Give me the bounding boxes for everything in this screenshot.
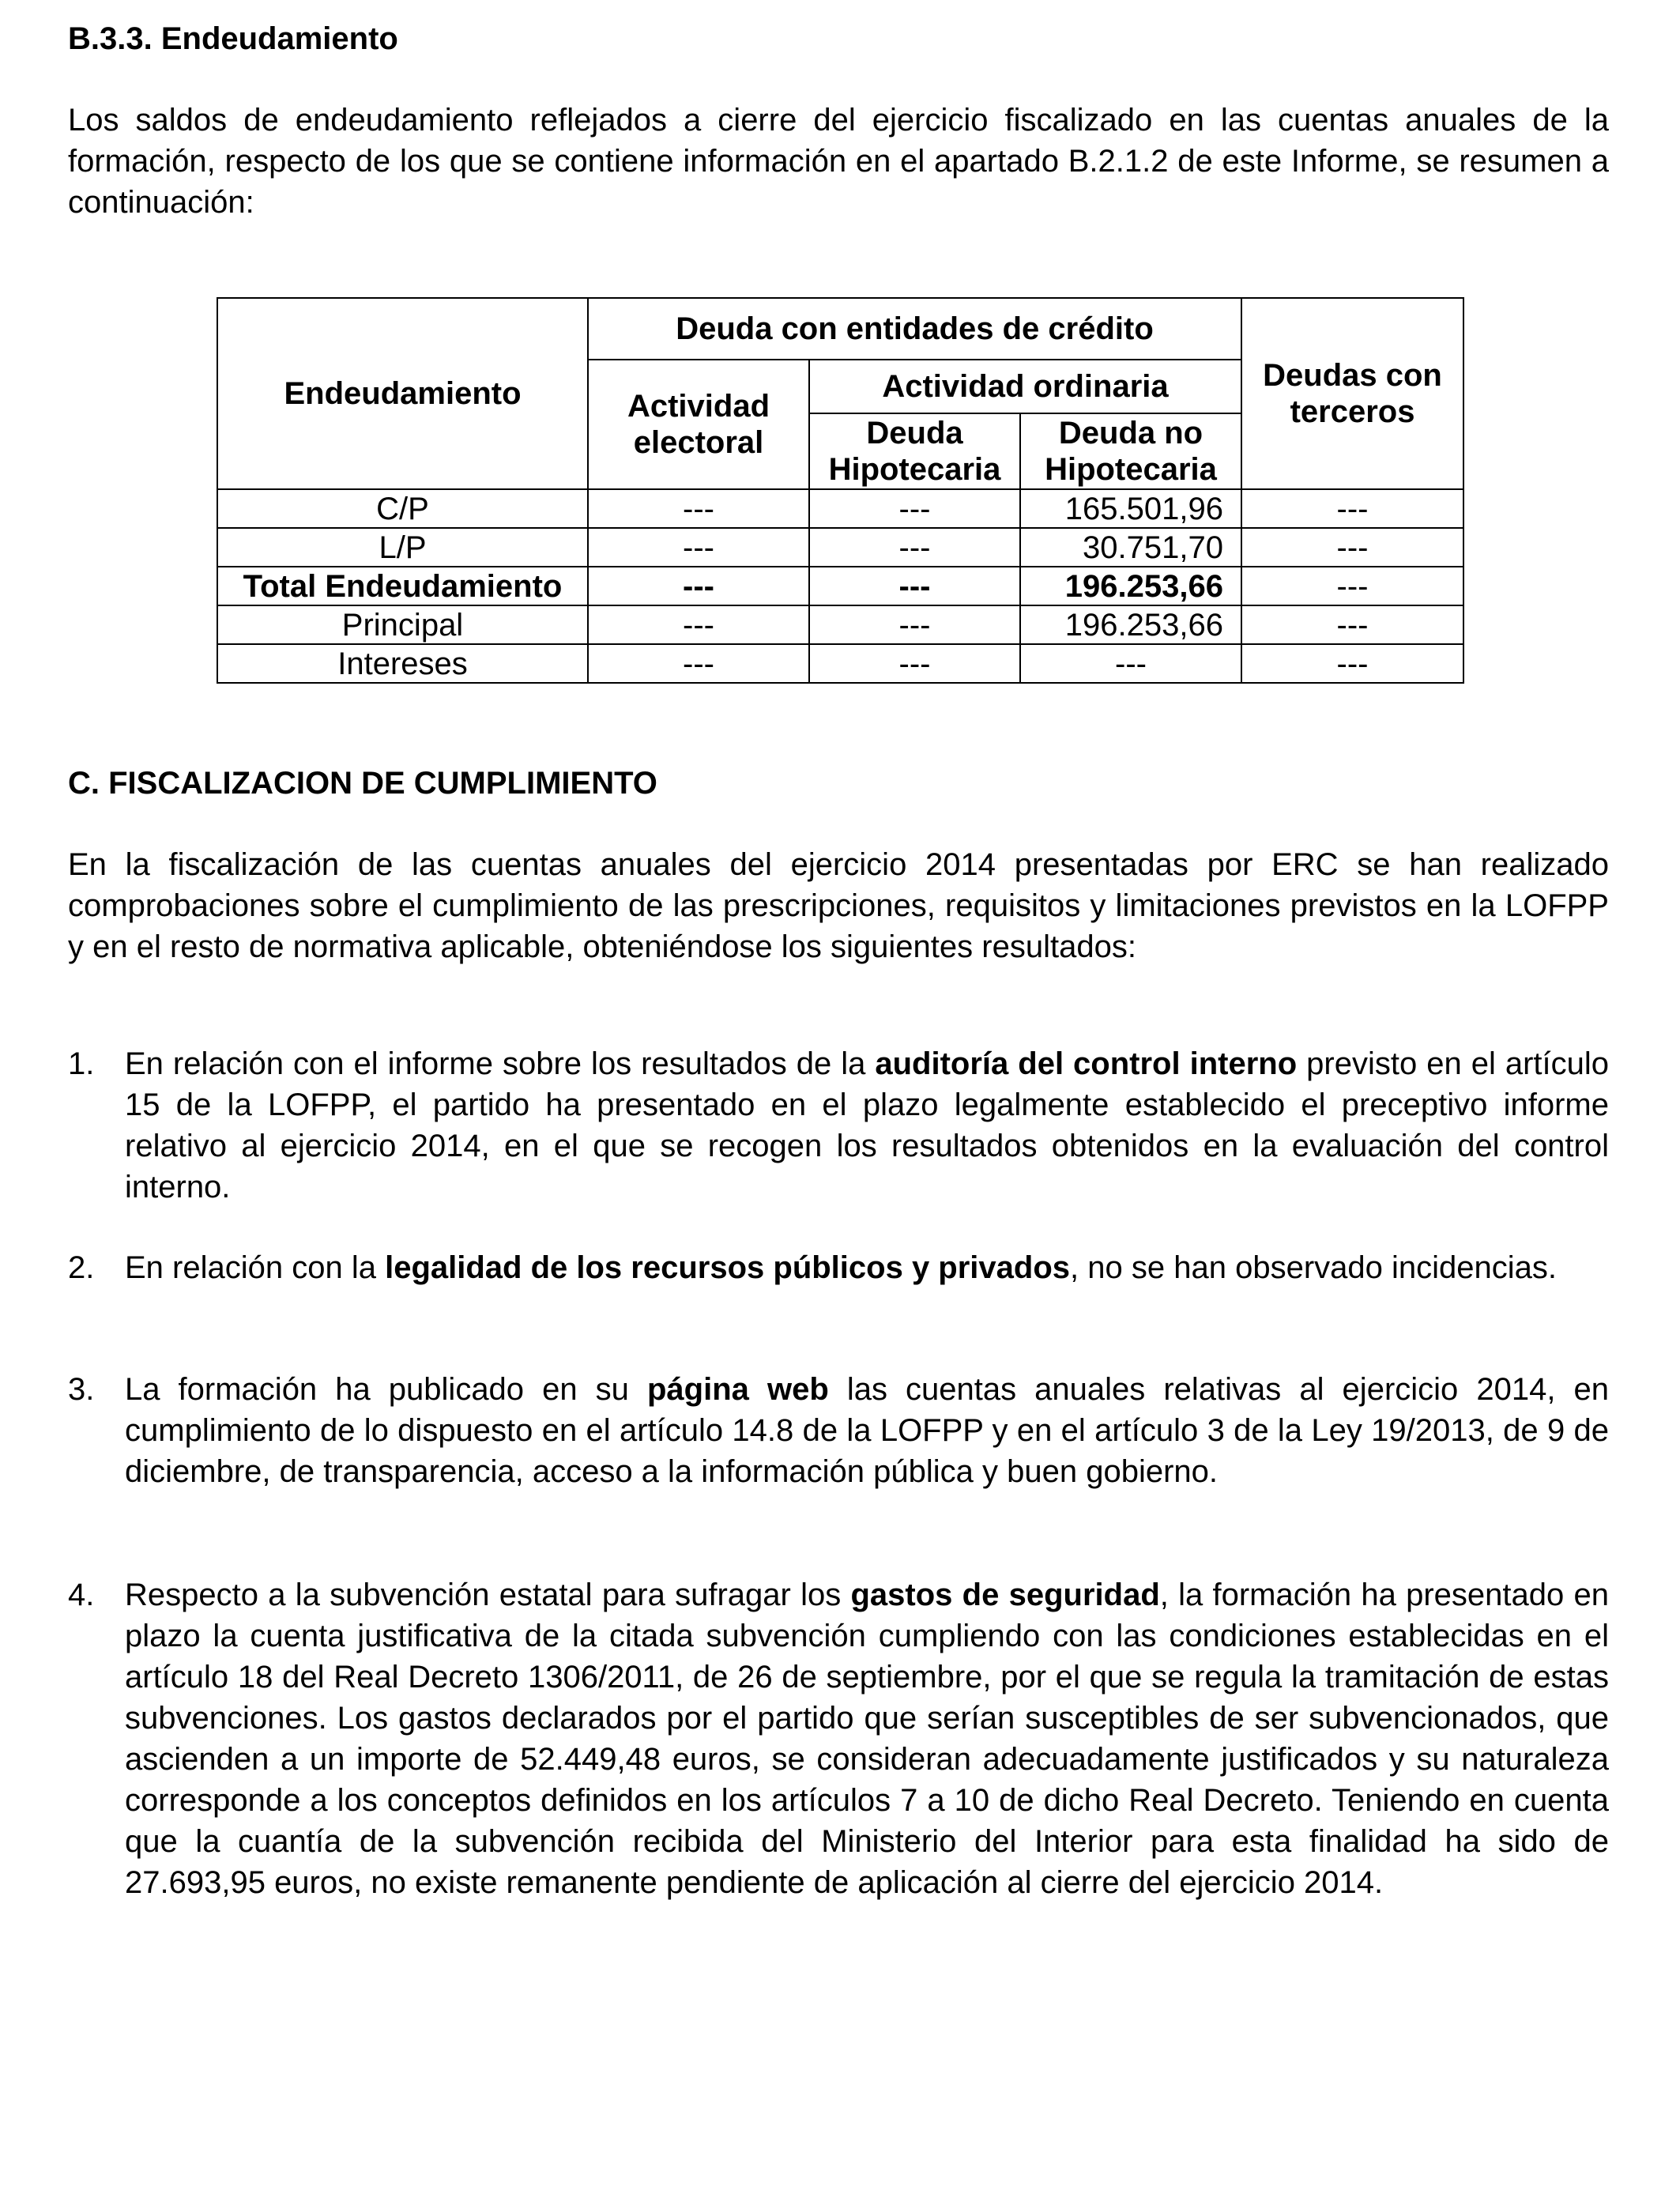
header-deuda-hipotecaria: Deuda Hipotecaria <box>809 413 1020 489</box>
cell-no-hipotecaria: 196.253,66 <box>1020 605 1241 644</box>
item-text-before: En relación con el informe sobre los resultados de la <box>125 1046 876 1081</box>
item-text-bold: auditoría del control interno <box>875 1046 1298 1081</box>
table-row <box>217 489 1463 528</box>
cell-terceros: --- <box>1241 605 1463 644</box>
list-item-number: 4. <box>68 1578 95 1612</box>
table-row <box>217 528 1463 567</box>
list-item-text <box>125 1574 1609 1903</box>
cell-terceros: --- <box>1241 567 1463 605</box>
cell-terceros: --- <box>1241 489 1463 528</box>
item-text-after: , no se han observado incidencias. <box>1070 1250 1557 1285</box>
row-label: Intereses <box>217 644 588 683</box>
item-text-before: La formación ha publicado en su <box>125 1372 647 1407</box>
cell-electoral: --- <box>588 605 809 644</box>
cell-hipotecaria: --- <box>809 489 1020 528</box>
cell-electoral: --- <box>588 644 809 683</box>
intro-paragraph-c: En la fiscalización de las cuentas anuales del ejercicio 2014 presentadas por ERC se han realizado comprobaciones sobre el cumplimiento de las prescripciones, requisitos y limitaciones previstos en la LOFPP y en el resto de normativa aplicable, obteniéndose los siguientes resultados: <box>68 847 1609 964</box>
list-item-number: 2. <box>68 1250 95 1285</box>
cell-no-hipotecaria: 196.253,66 <box>1020 567 1241 605</box>
row-label: Principal <box>217 605 588 644</box>
header-endeudamiento: Endeudamiento <box>217 298 588 489</box>
cell-terceros: --- <box>1241 644 1463 683</box>
cell-no-hipotecaria: 165.501,96 <box>1020 489 1241 528</box>
header-deudas-terceros: Deudas con terceros <box>1241 298 1463 489</box>
item-text-before: Respecto a la subvención estatal para sufragar los <box>125 1578 851 1612</box>
list-item-text <box>125 1369 1609 1492</box>
table-row <box>217 644 1463 683</box>
item-text-after: , la formación ha presentado en plazo la cuenta justificativa de la citada subvención cumpliendo con las condiciones establecidas en el artículo 18 del Real Decreto 1306/2011, de 26 de septiembre, por el que se regula la tramitación de estas subvenciones. Los gastos declarados por el partido que serían susceptibles de ser subvencionados, que ascienden a un importe de 52.449,48 euros, se consideran adecuadamente justificados y su naturaleza corresponde a los conceptos definidos en los artículos 7 a 10 de dicho Real Decreto. Teniendo en cuenta que la cuantía de la subvención recibida del Ministerio del Interior para esta finalidad ha sido de 27.693,95 euros, no existe remanente pendiente de aplicación al cierre del ejercicio 2014. <box>125 1578 1610 1900</box>
cell-hipotecaria: --- <box>809 644 1020 683</box>
header-actividad-ordinaria: Actividad ordinaria <box>809 360 1241 413</box>
header-deuda-credito: Deuda con entidades de crédito <box>588 298 1241 360</box>
table-row <box>217 605 1463 644</box>
item-text-bold: página web <box>646 1372 829 1407</box>
cell-hipotecaria: --- <box>809 528 1020 567</box>
cell-hipotecaria: --- <box>809 605 1020 644</box>
cell-no-hipotecaria: --- <box>1020 644 1241 683</box>
section-heading-b33: B.3.3. Endeudamiento <box>68 21 398 56</box>
list-item-text <box>125 1247 1609 1288</box>
list-item-text <box>125 1043 1609 1208</box>
header-deuda-no-hipotecaria: Deuda no Hipotecaria <box>1020 413 1241 489</box>
debt-table <box>217 297 1464 684</box>
item-text-bold: legalidad de los recursos públicos y privados <box>385 1250 1071 1285</box>
cell-hipotecaria: --- <box>809 567 1020 605</box>
list-item-number: 3. <box>68 1372 95 1407</box>
table-row-total <box>217 567 1463 605</box>
item-text-after: las cuentas anuales relativas al ejercicio 2014, en cumplimiento de lo dispuesto en el artículo 14.8 de la LOFPP y en el artículo 3 de la Ley 19/2013, de 9 de diciembre, de transparencia, acceso a la información pública y buen gobierno. <box>125 1372 1609 1489</box>
cell-electoral: --- <box>588 567 809 605</box>
header-actividad-electoral: Actividad electoral <box>588 360 809 489</box>
cell-electoral: --- <box>588 528 809 567</box>
item-text-bold: gastos de seguridad <box>850 1578 1160 1612</box>
section-heading-c: C. FISCALIZACION DE CUMPLIMIENTO <box>68 766 657 801</box>
cell-no-hipotecaria: 30.751,70 <box>1020 528 1241 567</box>
intro-paragraph-b33: Los saldos de endeudamiento reflejados a cierre del ejercicio fiscalizado en las cuentas anuales de la formación, respecto de los que se contiene información en el apartado B.2.1.2 de este Informe, se resumen a continuación: <box>68 103 1609 220</box>
row-label: L/P <box>217 528 588 567</box>
row-label: Total Endeudamiento <box>217 567 588 605</box>
cell-electoral: --- <box>588 489 809 528</box>
list-item-number: 1. <box>68 1046 95 1081</box>
item-text-after: previsto en el artículo 15 de la LOFPP, el partido ha presentado en el plazo legalmente establecido el preceptivo informe relativo al ejercicio 2014, en el que se recogen los resultados obtenidos en la evaluación del control interno. <box>125 1046 1610 1204</box>
row-label: C/P <box>217 489 588 528</box>
item-text-before: En relación con la <box>125 1250 386 1285</box>
cell-terceros: --- <box>1241 528 1463 567</box>
